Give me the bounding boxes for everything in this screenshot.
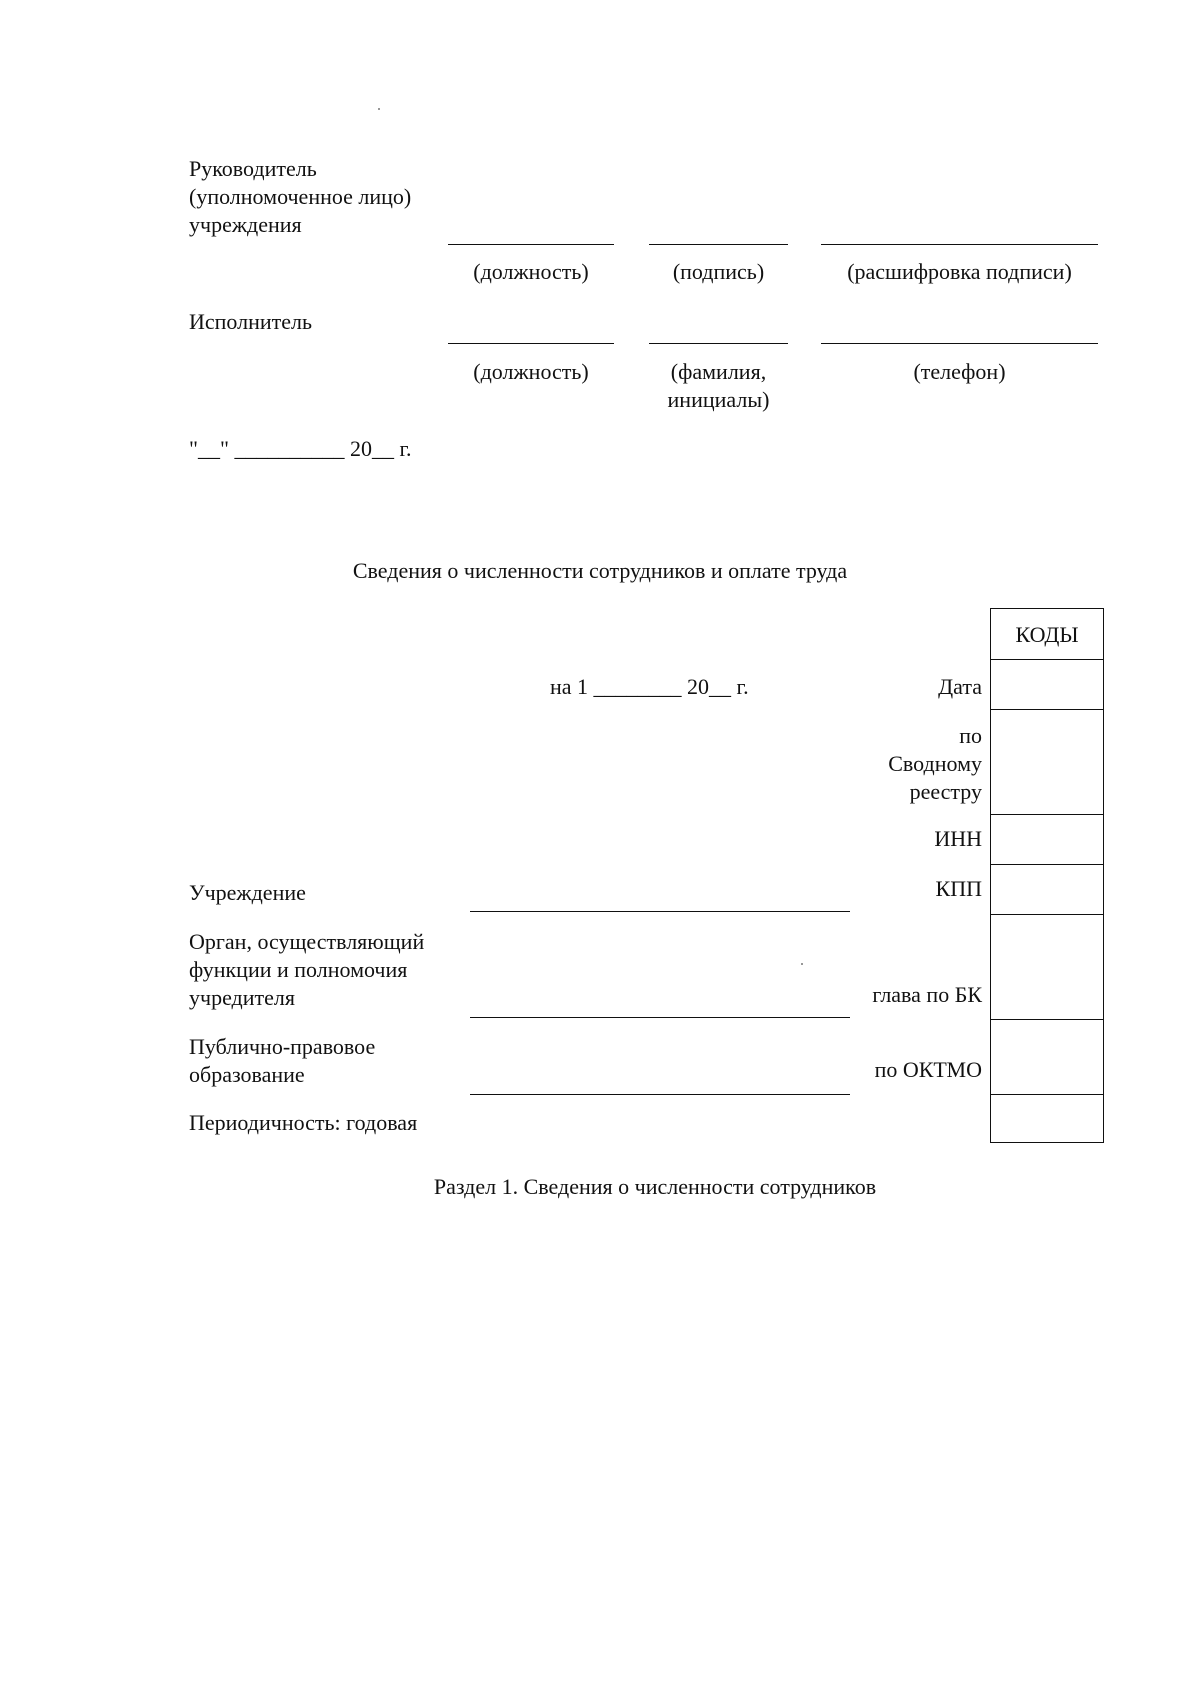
executor-label: Исполнитель bbox=[189, 309, 313, 334]
as-of-date: на 1 ________ 20__ г. bbox=[550, 674, 749, 699]
code-label-date: Дата bbox=[938, 674, 982, 699]
founder-line bbox=[470, 1017, 850, 1018]
form-title: Сведения о численности сотрудников и оплате труда bbox=[352, 558, 848, 583]
head-label-line: (уполномоченное лицо) bbox=[189, 184, 412, 209]
institution-label: Учреждение bbox=[189, 880, 306, 905]
municipality-label-line: Публично-правовое bbox=[189, 1034, 376, 1059]
head-position-caption: (должность) bbox=[473, 259, 589, 284]
signature-date-line: "__" __________ 20__ г. bbox=[189, 436, 412, 461]
code-label-registry-line: по bbox=[959, 723, 982, 748]
codes-divider bbox=[991, 914, 1103, 915]
executor-name-caption-line: инициалы) bbox=[667, 387, 770, 412]
code-label-registry-line: Сводному bbox=[888, 751, 982, 776]
head-signature-caption: (подпись) bbox=[672, 259, 765, 284]
executor-position-caption: (должность) bbox=[473, 359, 589, 384]
founder-label-line: учредителя bbox=[189, 985, 295, 1010]
section-title: Раздел 1. Сведения о численности сотрудников bbox=[433, 1174, 877, 1199]
codes-divider bbox=[991, 864, 1103, 865]
codes-divider bbox=[991, 814, 1103, 815]
head-decoding-line bbox=[821, 244, 1098, 245]
scan-speck bbox=[378, 108, 380, 110]
executor-phone-line bbox=[821, 343, 1098, 344]
code-label-kpp: КПП bbox=[935, 876, 982, 901]
codes-divider bbox=[991, 1019, 1103, 1020]
head-label-line: учреждения bbox=[189, 212, 302, 237]
code-label-inn: ИНН bbox=[934, 826, 982, 851]
executor-name-caption-line: (фамилия, bbox=[670, 359, 767, 384]
municipality-label-line: образование bbox=[189, 1062, 305, 1087]
head-position-line bbox=[448, 244, 614, 245]
executor-position-line bbox=[448, 343, 614, 344]
founder-label-line: функции и полномочия bbox=[189, 957, 408, 982]
codes-divider bbox=[991, 659, 1103, 660]
founder-label-line: Орган, осуществляющий bbox=[189, 929, 425, 954]
executor-name-line bbox=[649, 343, 788, 344]
executor-phone-caption: (телефон) bbox=[913, 359, 1006, 384]
head-decoding-caption: (расшифровка подписи) bbox=[847, 259, 1072, 284]
code-label-registry bbox=[780, 722, 982, 806]
founder-label bbox=[189, 928, 424, 1012]
periodicity-label: Периодичность: годовая bbox=[189, 1110, 418, 1135]
head-label-line: Руководитель bbox=[189, 156, 317, 181]
codes-header: КОДЫ bbox=[1015, 622, 1079, 647]
scan-speck bbox=[801, 963, 803, 965]
codes-divider bbox=[991, 1094, 1103, 1095]
code-label-registry-line: реестру bbox=[909, 779, 982, 804]
codes-divider bbox=[991, 709, 1103, 710]
head-label bbox=[189, 155, 411, 239]
municipality-line bbox=[470, 1094, 850, 1095]
code-label-bk: глава по БК bbox=[872, 982, 982, 1007]
institution-line bbox=[470, 911, 850, 912]
head-signature-line bbox=[649, 244, 788, 245]
code-label-oktmo: по ОКТМО bbox=[874, 1057, 982, 1082]
municipality-label bbox=[189, 1033, 375, 1089]
executor-name-caption bbox=[649, 358, 788, 414]
codes-table bbox=[990, 608, 1104, 1143]
